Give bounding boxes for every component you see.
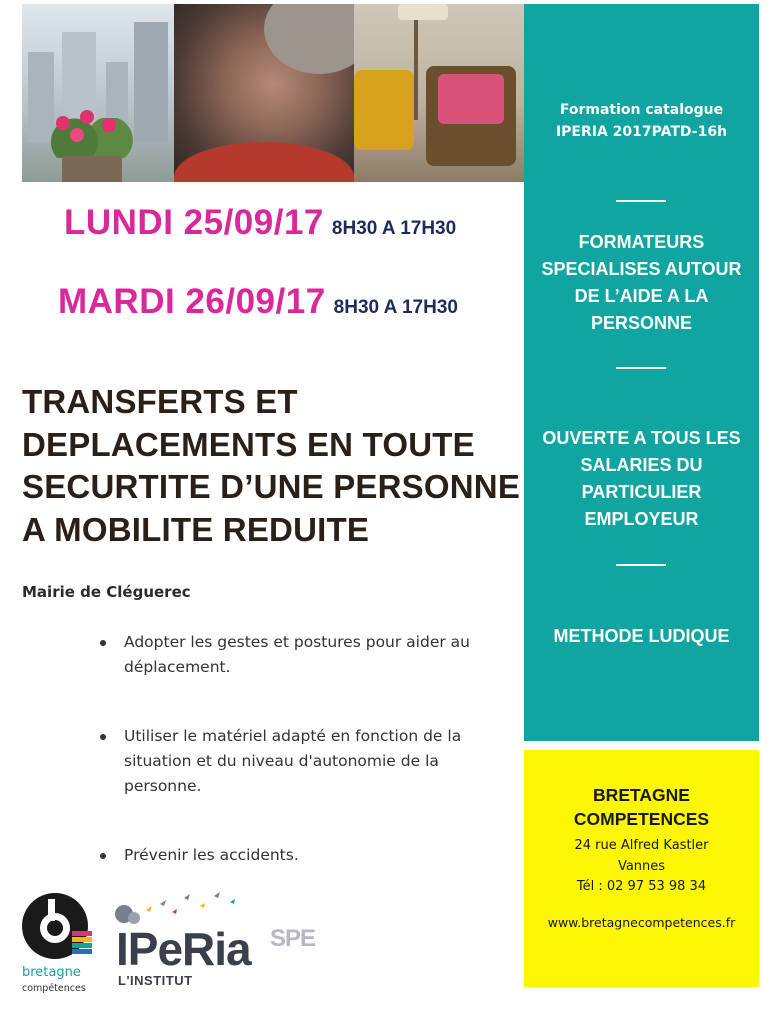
date-day: MARDI 26/09/17 (58, 282, 326, 321)
method-info: METHODE LUDIQUE (553, 626, 730, 646)
website-link[interactable]: www.bretagnecompetences.fr (547, 915, 736, 930)
audience-info: OUVERTE A TOUS LES SALARIES DU PARTICULIER EMPLOYEUR (542, 428, 741, 529)
date-line-1 (64, 203, 456, 243)
trainers-info: FORMATEURS SPECIALISES AUTOUR DE L’AIDE A LA PERSONNE (541, 232, 742, 333)
objectives-list (100, 630, 505, 868)
list-item: Utiliser le matériel adapté en fonction de la situation et du niveau d'autonomie de la personne. (100, 724, 505, 799)
contact-box (524, 750, 759, 987)
divider (616, 200, 666, 202)
list-item: Prévenir les accidents. (100, 843, 505, 868)
photo-banner (22, 4, 528, 182)
spe-logo: SPE (270, 925, 316, 952)
phone: Tél : 02 97 53 98 34 (576, 879, 707, 894)
date-day: LUNDI 25/09/17 (64, 203, 324, 242)
iperia-logo: IPeRia L'INSTITUT (106, 890, 262, 990)
date-hours: 8H30 A 17H30 (331, 218, 457, 239)
divider (616, 564, 666, 566)
date-line-2 (58, 282, 458, 322)
bullet-icon (100, 640, 106, 646)
photo-armchair-room (354, 4, 528, 182)
organization-name: BRETAGNE COMPETENCES (573, 785, 710, 829)
bullet-icon (100, 734, 106, 740)
training-title: TRANSFERTS ET DEPLACEMENTS EN TOUTE SECURTITE D’UNE PERSONNE A MOBILITE REDUITE (22, 383, 521, 548)
bretagne-competences-logo: bretagne compétences (22, 893, 102, 993)
location: Mairie de Cléguerec (22, 583, 191, 601)
divider (616, 367, 666, 369)
date-hours: 8H30 A 17H30 (333, 297, 458, 318)
photo-city-balcony (22, 4, 174, 182)
address: 24 rue Alfred Kastler Vannes Tél : 02 97 53 98 34 (524, 836, 759, 898)
catalogue-info: Formation catalogue IPERIA 2017PATD-16h (555, 102, 728, 140)
bullet-icon (100, 853, 106, 859)
photo-elderly-woman (174, 4, 354, 182)
list-item: Adopter les gestes et postures pour aider au déplacement. (100, 630, 505, 680)
info-sidebar (524, 4, 759, 741)
